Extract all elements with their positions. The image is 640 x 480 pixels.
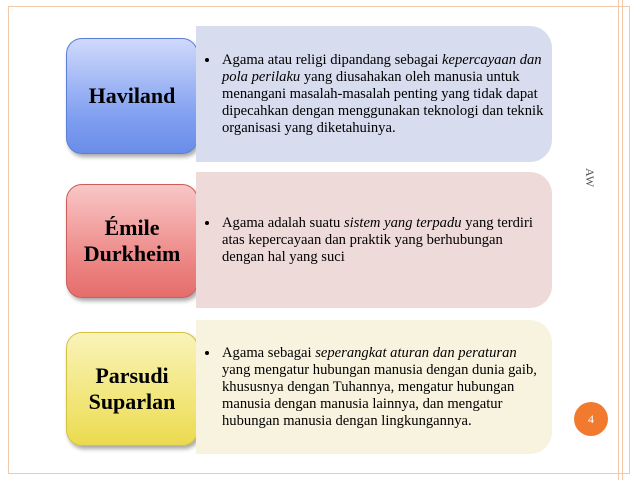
definition-bullet [220,215,544,266]
emphasis-text: seperangkat aturan dan peraturan [315,344,517,361]
author-name: Émile Durkheim [83,215,181,266]
definition-bullet [220,345,544,430]
definition-text-box [196,172,552,308]
page-number-badge [574,402,608,436]
author-name: Haviland [88,83,176,108]
body-text: yang terdiri atas kepercayaan dan praktik yang berhubungan dengan hal yang suci [222,214,533,265]
body-text: yang mengatur hubungan manusia dengan dunia gaib, khususnya dengan Tuhannya, mengatur hubungan manusia dengan manusia lainnya, dan mengatur hubungan manusia dengan lingkungannya. [222,361,537,429]
emphasis-text: sistem yang terpadu [343,214,462,231]
body-text: Agama sebagai [222,344,316,361]
author-name: Parsudi Suparlan [88,363,176,414]
definition-text-box [196,26,552,162]
side-vertical-label: AW [583,168,597,188]
body-text: Agama atau religi dipandang sebagai [222,51,443,68]
author-label-box [66,184,198,298]
slide-border-line [618,0,619,480]
author-label-box [66,332,198,446]
author-label-box [66,38,198,154]
definition-bullet [220,52,544,137]
emphasis-text: kepercayaan dan pola perilaku [222,51,542,85]
page-number: 4 [588,411,594,426]
body-text: yang diusahakan oleh manusia untuk menangani masalah-masalah penting yang tidak dapat dipecahkan dengan menggunakan teknologi dan teknik organisasi yang diketahuinya. [222,68,544,136]
definition-text-box [196,320,552,454]
slide-border-line [622,0,623,480]
body-text: Agama adalah suatu [222,214,344,231]
